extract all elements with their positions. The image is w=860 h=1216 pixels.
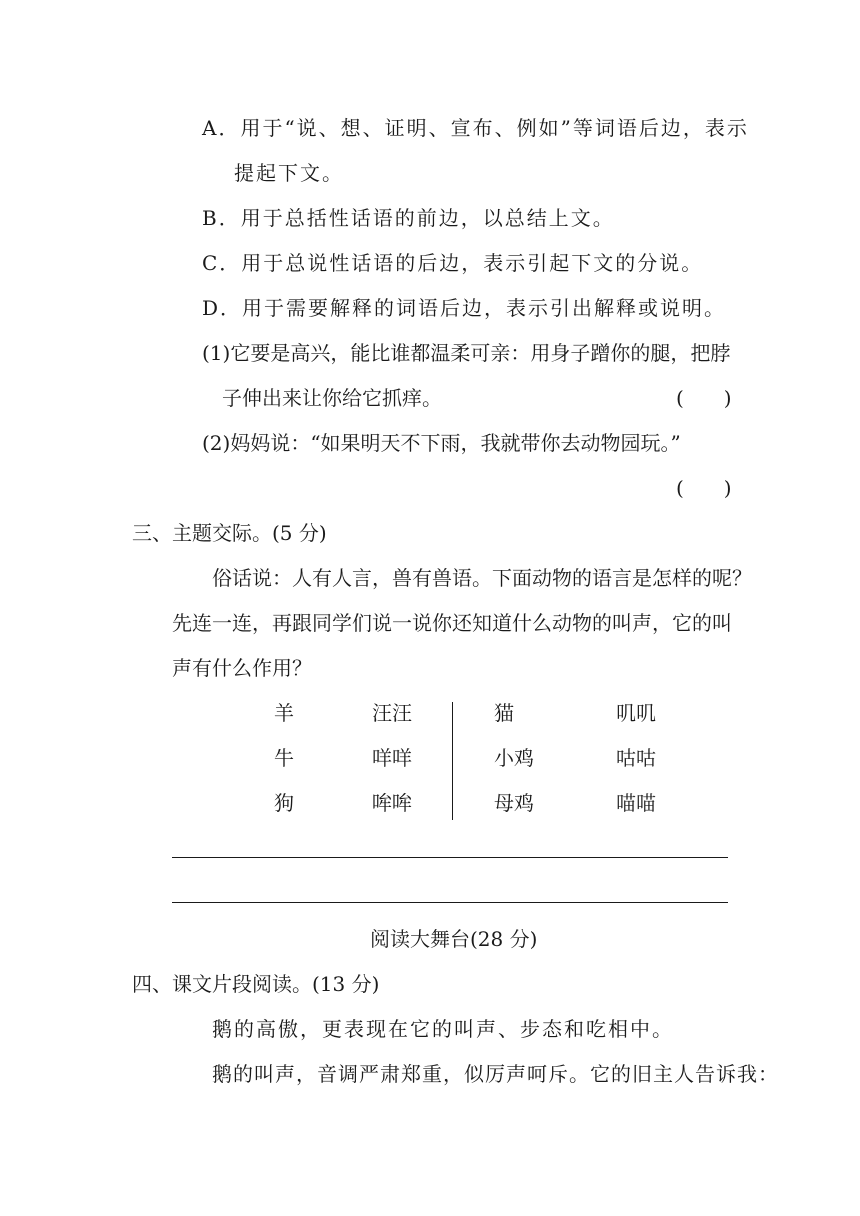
option-b: B．用于总括性话语的前边，以总结上文。 bbox=[202, 206, 615, 230]
answer-line-1[interactable] bbox=[172, 857, 728, 858]
left-sound-3[interactable]: 哞哞 bbox=[372, 791, 412, 815]
right-sound-3[interactable]: 喵喵 bbox=[616, 791, 656, 815]
question-1-line2: 子伸出来让你给它抓痒。 bbox=[222, 386, 442, 410]
reading-title: 阅读大舞台(28 分) bbox=[370, 927, 538, 951]
section-3-para-line1: 俗话说：人有人言，兽有兽语。下面动物的语言是怎样的呢？ bbox=[212, 566, 752, 590]
answer-paren-1[interactable]: ( ) bbox=[676, 386, 732, 410]
right-animal-3[interactable]: 母鸡 bbox=[494, 791, 534, 815]
option-d: D．用于需要解释的词语后边，表示引出解释或说明。 bbox=[202, 296, 727, 320]
right-animal-2[interactable]: 小鸡 bbox=[494, 746, 534, 770]
answer-line-2[interactable] bbox=[172, 902, 728, 903]
option-a-line2: 提起下文。 bbox=[234, 161, 344, 185]
option-c: C．用于总说性话语的后边，表示引起下文的分说。 bbox=[202, 251, 704, 275]
answer-paren-2[interactable]: ( ) bbox=[676, 476, 732, 500]
right-sound-2[interactable]: 咕咕 bbox=[616, 746, 656, 770]
section-4-heading: 四、课文片段阅读。(13 分) bbox=[132, 972, 380, 996]
left-sound-2[interactable]: 咩咩 bbox=[372, 746, 412, 770]
left-sound-1[interactable]: 汪汪 bbox=[372, 701, 412, 725]
section-3-heading: 三、主题交际。(5 分) bbox=[132, 521, 327, 545]
reading-para-2: 鹅的叫声，音调严肃郑重，似厉声呵斥。它的旧主人告诉我： bbox=[212, 1062, 779, 1086]
section-3-para-line2: 先连一连，再跟同学们说一说你还知道什么动物的叫声，它的叫 bbox=[172, 611, 732, 635]
divider-line bbox=[452, 702, 453, 820]
left-animal-2[interactable]: 牛 bbox=[274, 746, 294, 770]
option-a-line1: A．用于“说、想、证明、宣布、例如”等词语后边，表示 bbox=[202, 116, 749, 140]
left-animal-1[interactable]: 羊 bbox=[274, 701, 294, 725]
question-1-line1: (1)它要是高兴，能比谁都温柔可亲：用身子蹭你的腿，把脖 bbox=[202, 341, 731, 365]
right-sound-1[interactable]: 叽叽 bbox=[616, 701, 656, 725]
left-animal-3[interactable]: 狗 bbox=[274, 791, 294, 815]
question-2-line1: (2)妈妈说：“如果明天不下雨，我就带你去动物园玩。” bbox=[202, 431, 681, 455]
section-3-para-line3: 声有什么作用？ bbox=[172, 656, 312, 680]
right-animal-1[interactable]: 猫 bbox=[494, 701, 514, 725]
reading-para-1: 鹅的高傲，更表现在它的叫声、步态和吃相中。 bbox=[212, 1017, 674, 1041]
